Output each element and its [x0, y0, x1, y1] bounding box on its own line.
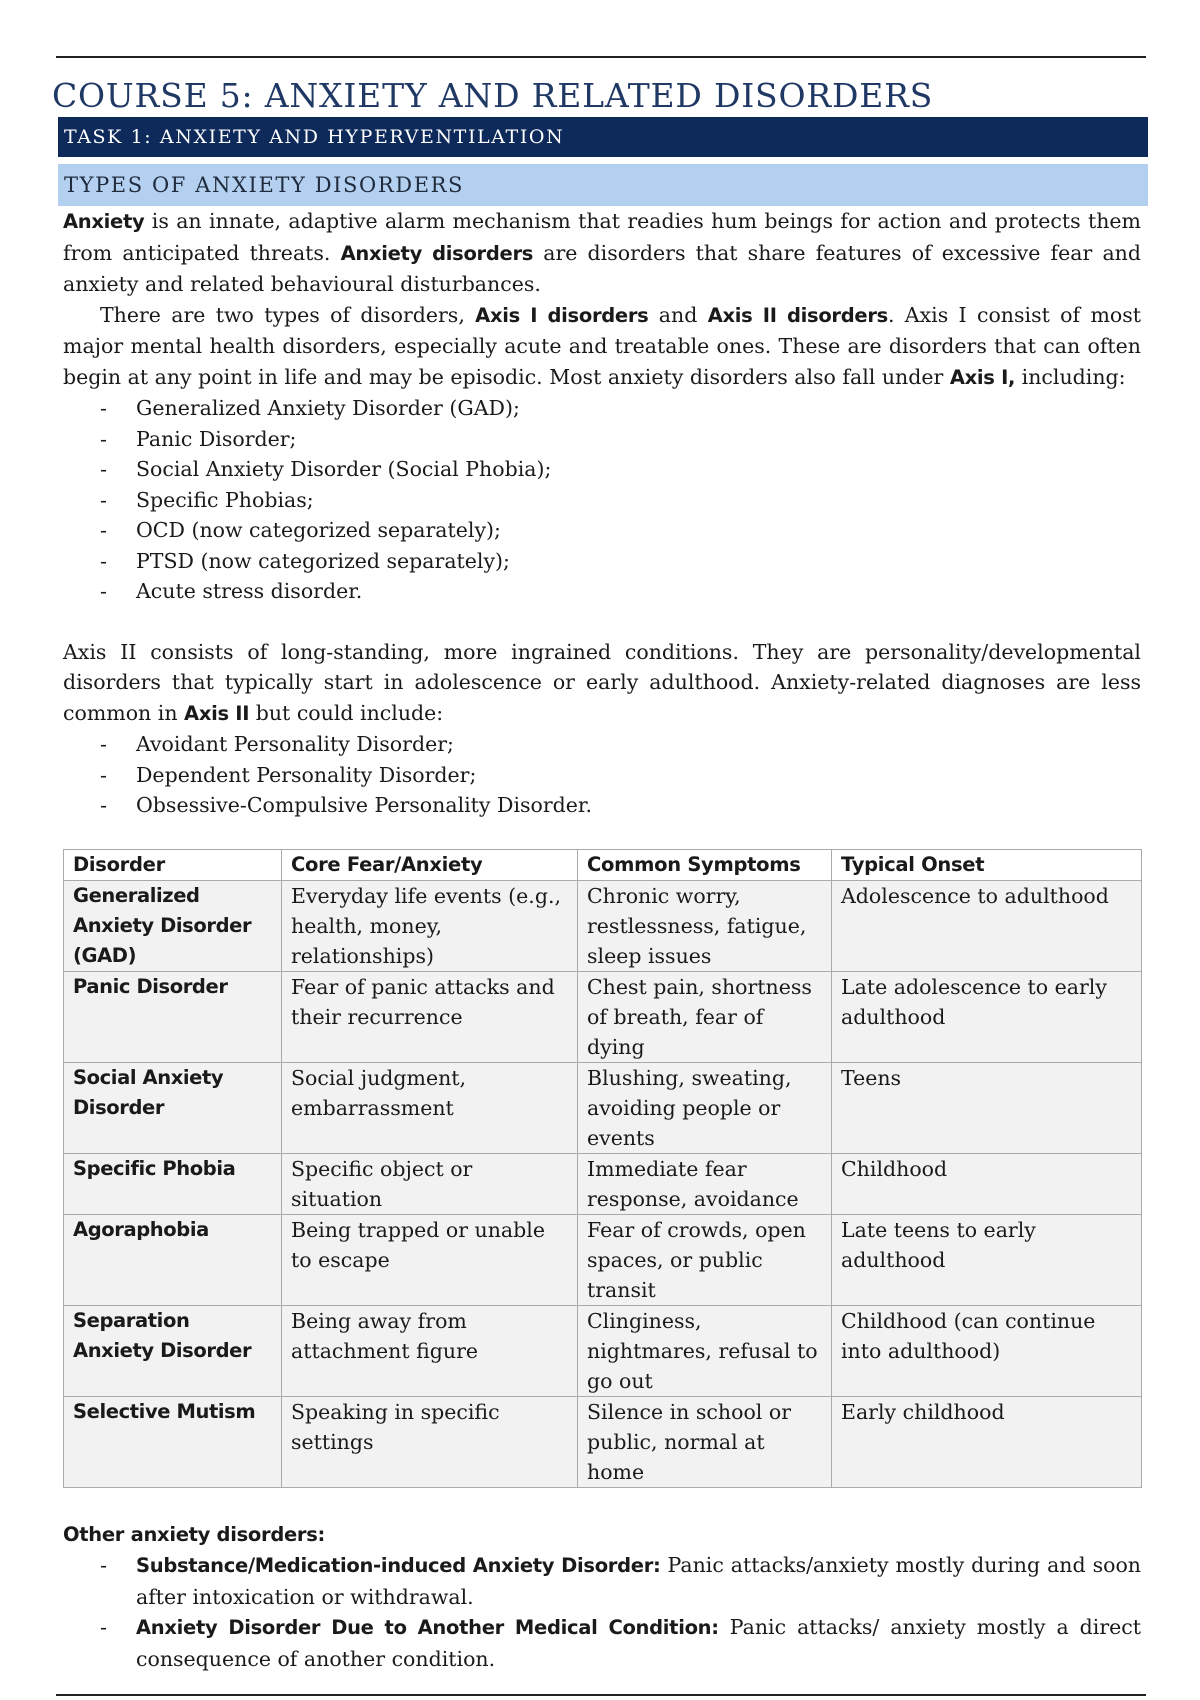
other-disorder-term: Anxiety Disorder Due to Another Medical Condition:	[136, 1616, 719, 1639]
list-item: - Substance/Medication-induced Anxiety Disorder: Panic attacks/anxiety mostly during and soon after intoxication or withdrawal.	[63, 1550, 1141, 1612]
disorder-cell: Selective Mutism	[64, 1396, 282, 1487]
symptoms-cell: Clinginess, nightmares, refusal to go out	[578, 1305, 832, 1396]
onset-cell: Teens	[832, 1062, 1142, 1153]
core-fear-cell: Being trapped or unable to escape	[282, 1214, 578, 1305]
axis-2-list	[63, 729, 1141, 821]
column-header: Common Symptoms	[578, 849, 832, 880]
symptoms-cell: Blushing, sweating, avoiding people or events	[578, 1062, 832, 1153]
column-header: Core Fear/Anxiety	[282, 849, 578, 880]
table-row	[64, 1062, 1142, 1153]
core-fear-cell: Everyday life events (e.g., health, money, relationships)	[282, 880, 578, 971]
spacer	[63, 607, 1141, 637]
list-item: - OCD (now categorized separately);	[63, 515, 1141, 546]
disorder-cell: Separation Anxiety Disorder	[64, 1305, 282, 1396]
axes-paragraph: There are two types of disorders, Axis I disorders and Axis II disorders. Axis I consist of most major mental health disorders, especially acute and treatable ones. These are disorders that can often begin at any point in life and may be episodic. Most anxiety disorders also fall under Axis I, including:	[63, 302, 1141, 389]
disorder-cell: Social Anxiety Disorder	[64, 1062, 282, 1153]
table-row	[64, 1214, 1142, 1305]
document-body	[63, 206, 1141, 1674]
core-fear-cell: Specific object or situation	[282, 1153, 578, 1214]
core-fear-cell: Social judgment, embarrassment	[282, 1062, 578, 1153]
core-fear-cell: Being away from attachment figure	[282, 1305, 578, 1396]
onset-cell: Late adolescence to early adulthood	[832, 971, 1142, 1062]
disorders-table	[63, 849, 1142, 1488]
table-row	[64, 1396, 1142, 1487]
axis-1-list	[63, 393, 1141, 607]
onset-cell: Adolescence to adulthood	[832, 880, 1142, 971]
bottom-rule	[56, 1694, 1146, 1696]
list-item: - Social Anxiety Disorder (Social Phobia);	[63, 454, 1141, 485]
onset-cell: Late teens to early adulthood	[832, 1214, 1142, 1305]
axis-2-paragraph: Axis II consists of long-standing, more ingrained conditions. They are personality/developmental disorders that typically start in adolescence or early adulthood. Anxiety-related diagnoses are less common in Axis II but could include:	[63, 639, 1141, 725]
list-item: - Avoidant Personality Disorder;	[63, 729, 1141, 760]
list-item: - Acute stress disorder.	[63, 576, 1141, 607]
symptoms-cell: Fear of crowds, open spaces, or public transit	[578, 1214, 832, 1305]
disorder-cell: Specific Phobia	[64, 1153, 282, 1214]
term-anxiety-disorders: Anxiety disorders	[340, 241, 534, 265]
symptoms-cell: Immediate fear response, avoidance	[578, 1153, 832, 1214]
onset-cell: Childhood (can continue into adulthood)	[832, 1305, 1142, 1396]
disorder-cell: Agoraphobia	[64, 1214, 282, 1305]
top-rule	[56, 56, 1146, 58]
table-row	[64, 1305, 1142, 1396]
list-item: - Panic Disorder;	[63, 424, 1141, 455]
table-row	[64, 1153, 1142, 1214]
table-row	[64, 880, 1142, 971]
list-item: - Specific Phobias;	[63, 485, 1141, 516]
core-fear-cell: Fear of panic attacks and their recurrence	[282, 971, 578, 1062]
list-item: - Obsessive-Compulsive Personality Disorder.	[63, 790, 1141, 821]
list-item: - Generalized Anxiety Disorder (GAD);	[63, 393, 1141, 424]
list-item: - Anxiety Disorder Due to Another Medical Condition: Panic attacks/ anxiety mostly a direct consequence of another condition.	[63, 1612, 1141, 1674]
term-axis-2: Axis II disorders	[707, 303, 888, 327]
term-anxiety: Anxiety	[63, 210, 145, 233]
column-header: Disorder	[64, 849, 282, 880]
term-axis-1: Axis I disorders	[475, 303, 649, 327]
symptoms-cell: Silence in school or public, normal at home	[578, 1396, 832, 1487]
disorder-cell: Generalized Anxiety Disorder (GAD)	[64, 880, 282, 971]
table-header-row	[64, 849, 1142, 880]
other-disorder-term: Substance/Medication-induced Anxiety Disorder:	[136, 1554, 661, 1577]
list-item: - Dependent Personality Disorder;	[63, 760, 1141, 791]
course-title: COURSE 5: ANXIETY AND RELATED DISORDERS	[52, 76, 934, 115]
other-disorders-heading: Other anxiety disorders:	[63, 1522, 326, 1546]
onset-cell: Childhood	[832, 1153, 1142, 1214]
symptoms-cell: Chest pain, shortness of breath, fear of dying	[578, 971, 832, 1062]
disorder-cell: Panic Disorder	[64, 971, 282, 1062]
intro-paragraph: Anxiety is an innate, adaptive alarm mechanism that readies hum beings for action and protects them from anticipated threats. Anxiety disorders are disorders that share features of excessive fear and anxiety and related behavioural disturbances.	[63, 209, 1141, 296]
core-fear-cell: Speaking in specific settings	[282, 1396, 578, 1487]
onset-cell: Early childhood	[832, 1396, 1142, 1487]
symptoms-cell: Chronic worry, restlessness, fatigue, sleep issues	[578, 880, 832, 971]
term-axis-2-short: Axis II	[184, 701, 250, 725]
term-axis-1-short: Axis I,	[949, 365, 1016, 389]
other-disorders-list	[63, 1550, 1141, 1674]
table-row	[64, 971, 1142, 1062]
task-heading-bar: TASK 1: ANXIETY AND HYPERVENTILATION	[58, 117, 1148, 157]
list-item: - PTSD (now categorized separately);	[63, 546, 1141, 577]
column-header: Typical Onset	[832, 849, 1142, 880]
section-heading-bar: TYPES OF ANXIETY DISORDERS	[58, 164, 1148, 206]
